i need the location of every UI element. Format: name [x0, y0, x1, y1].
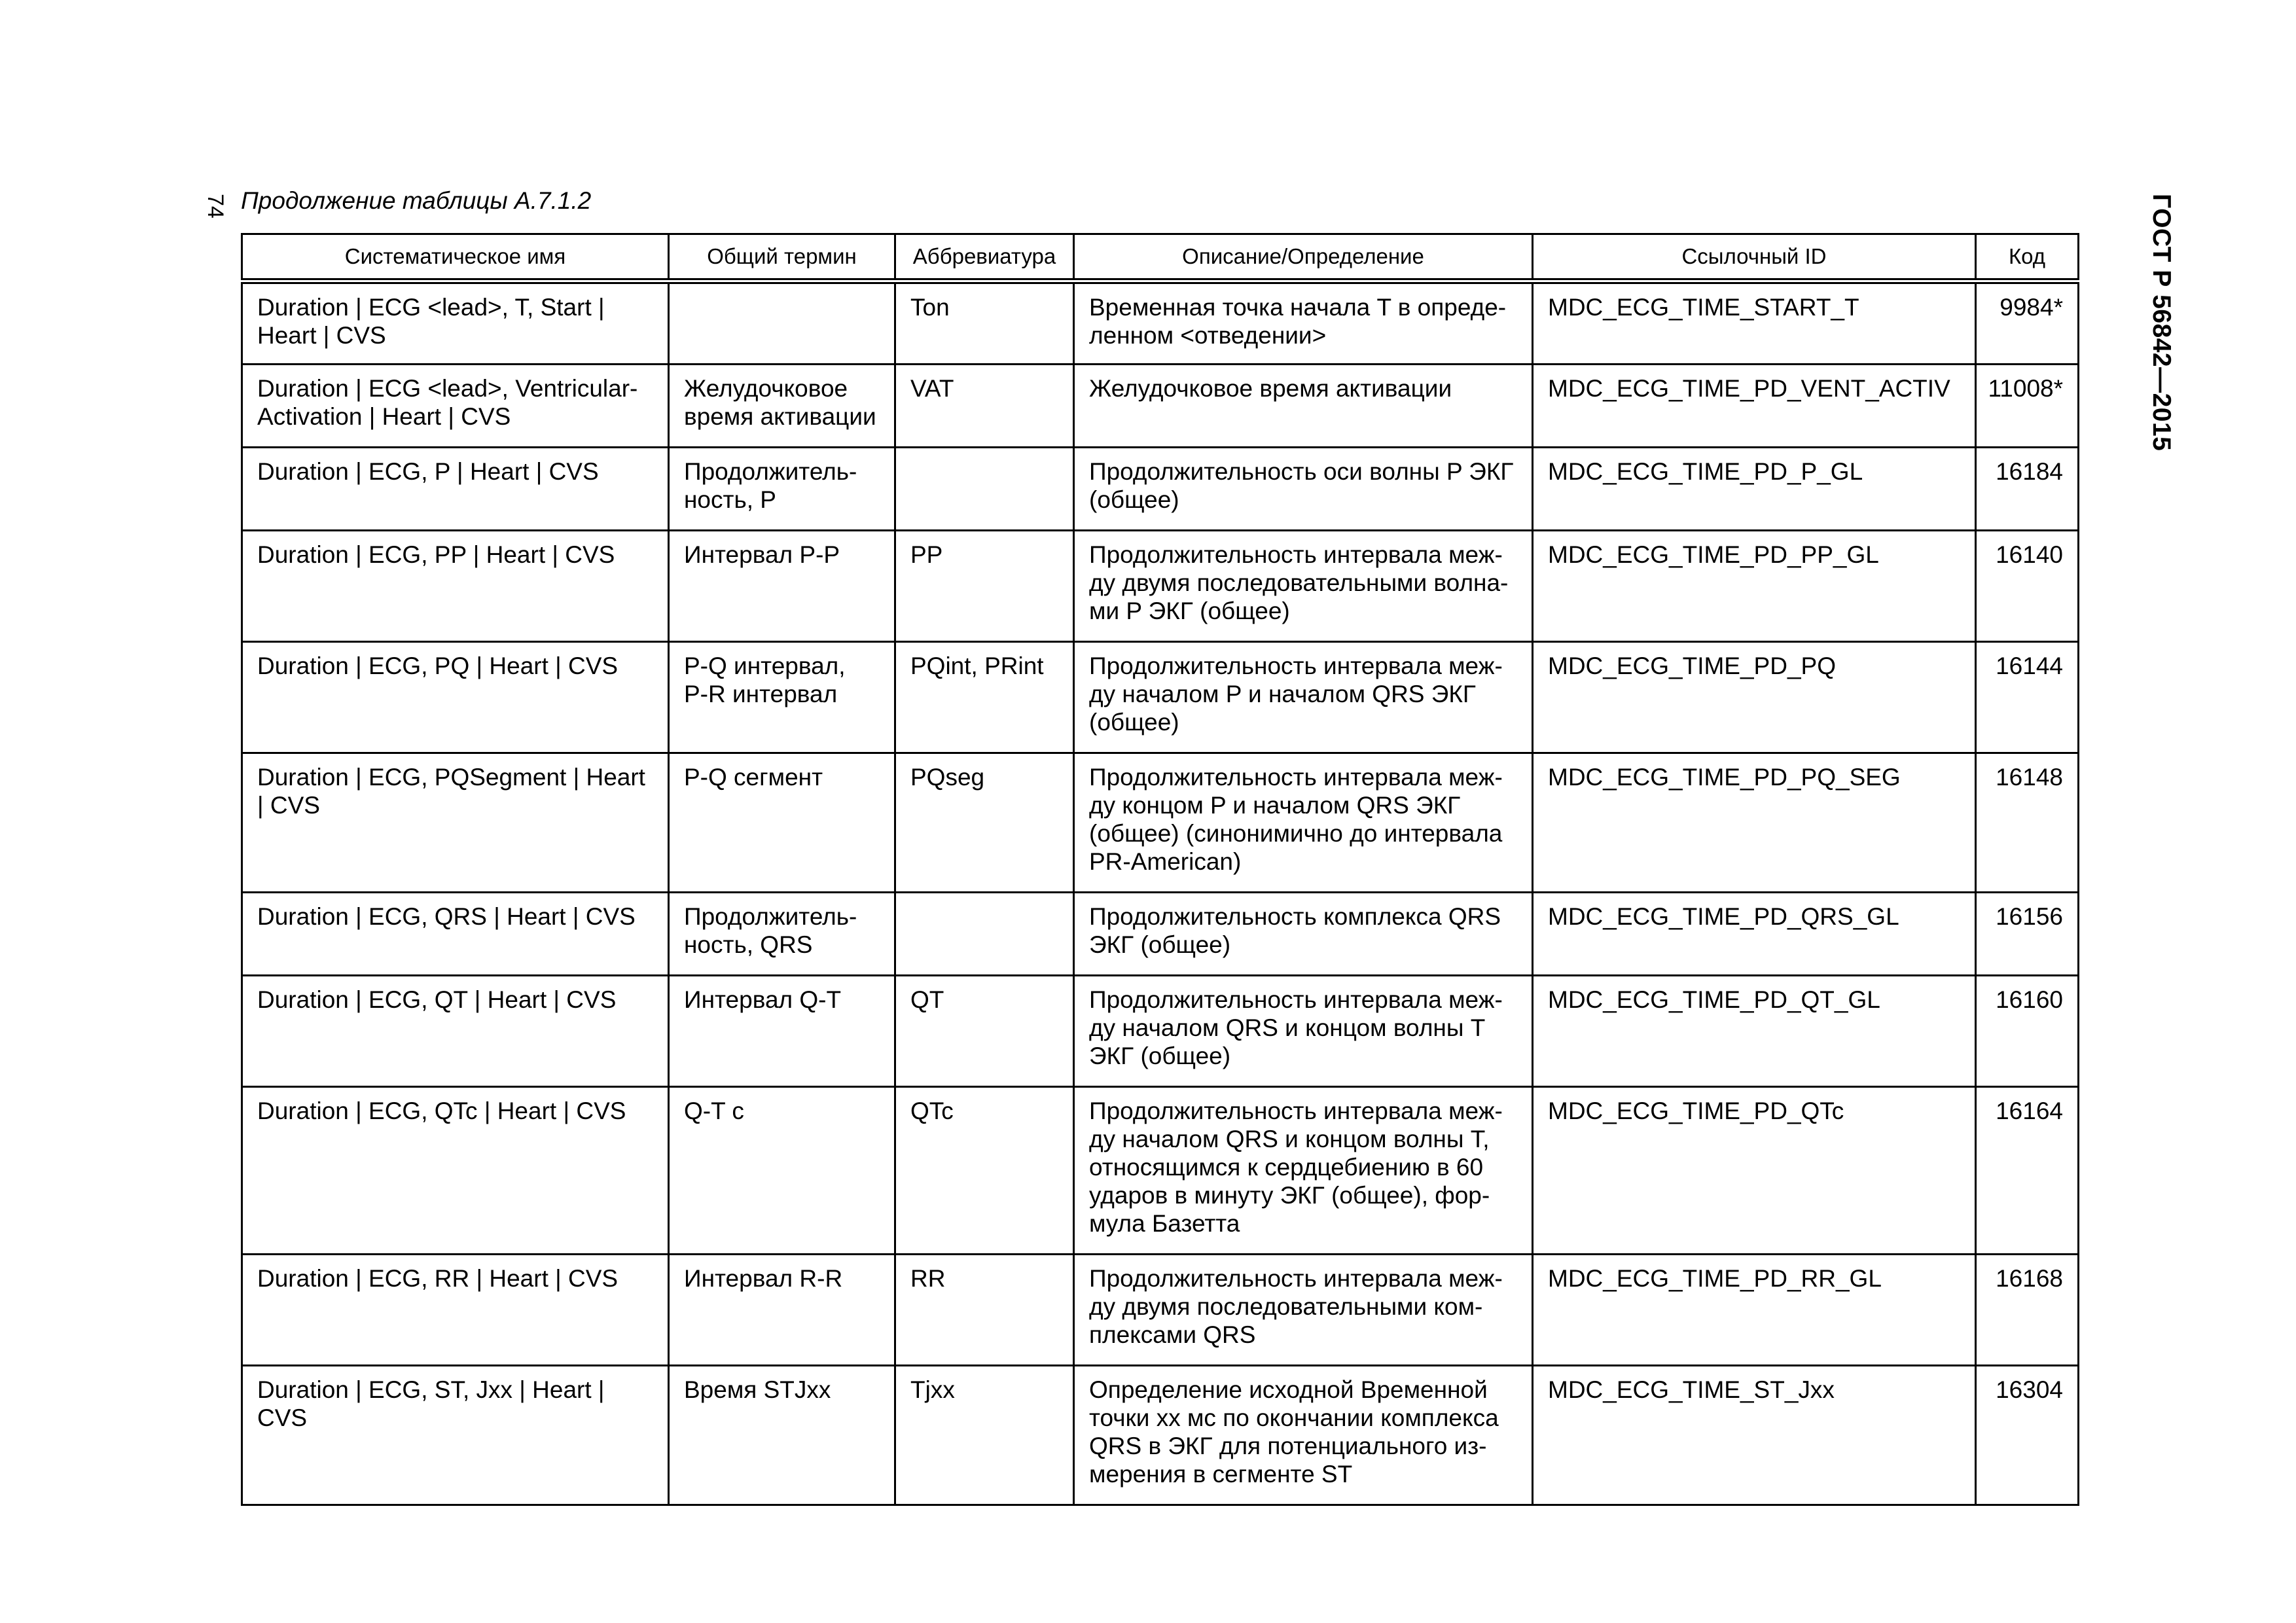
cell-description	[1074, 753, 1533, 893]
cell-systematic-name-line: Duration | ECG, ST, Jxx | Heart |	[257, 1376, 605, 1403]
cell-code: 16144	[1976, 642, 2079, 753]
cell-description-line: Временная точка начала T в опреде-	[1089, 294, 1507, 321]
cell-reference-id: MDC_ECG_TIME_PD_QT_GL	[1533, 976, 1976, 1087]
cell-systematic-name-line: Heart | CVS	[257, 322, 386, 349]
cell-common-term	[669, 531, 895, 642]
cell-description-line: ду началом P и началом QRS ЭКГ	[1089, 681, 1476, 707]
cell-abbreviation: RR	[895, 1255, 1074, 1366]
cell-code: 16148	[1976, 753, 2079, 893]
cell-code: 16168	[1976, 1255, 2079, 1366]
table-caption: Продолжение таблицы А.7.1.2	[241, 187, 592, 214]
cell-abbreviation: VAT	[895, 365, 1074, 448]
page-number: 74	[203, 194, 228, 219]
cell-common-term-line: Интервал P-P	[684, 541, 840, 568]
cell-abbreviation: QT	[895, 976, 1074, 1087]
header-description: Описание/Определение	[1074, 234, 1533, 281]
cell-common-term-line: P-Q сегмент	[684, 764, 823, 791]
cell-common-term	[669, 1255, 895, 1366]
table-row	[242, 1087, 2079, 1255]
cell-common-term	[669, 976, 895, 1087]
cell-systematic-name-line: Duration | ECG, QRS | Heart | CVS	[257, 903, 636, 930]
cell-description	[1074, 976, 1533, 1087]
cell-systematic-name	[242, 1087, 669, 1255]
cell-systematic-name	[242, 753, 669, 893]
cell-reference-id: MDC_ECG_TIME_PD_PP_GL	[1533, 531, 1976, 642]
cell-common-term-line: Продолжитель-	[684, 903, 857, 930]
cell-description	[1074, 531, 1533, 642]
cell-common-term-line: Продолжитель-	[684, 458, 857, 485]
header-code: Код	[1976, 234, 2079, 281]
cell-systematic-name-line: Duration | ECG, P | Heart | CVS	[257, 458, 599, 485]
cell-common-term	[669, 1366, 895, 1505]
cell-description-line: ду концом P и началом QRS ЭКГ	[1089, 792, 1461, 819]
cell-description-line: ми P ЭКГ (общее)	[1089, 597, 1290, 624]
cell-systematic-name	[242, 365, 669, 448]
cell-common-term	[669, 1087, 895, 1255]
cell-description-line: ЭКГ (общее)	[1089, 931, 1231, 958]
cell-common-term-line: Желудочковое	[684, 375, 848, 402]
document-code: ГОСТ Р 56842—2015	[2147, 194, 2176, 452]
cell-description-line: ду началом QRS и концом волны T	[1089, 1014, 1486, 1041]
cell-code: 16304	[1976, 1366, 2079, 1505]
cell-systematic-name-line: Duration | ECG <lead>, Ventricular-	[257, 375, 638, 402]
cell-code: 16160	[1976, 976, 2079, 1087]
cell-systematic-name-line: Duration | ECG, PQSegment | Heart	[257, 764, 645, 791]
cell-description-line: Продолжительность интервала меж-	[1089, 1097, 1503, 1124]
cell-abbreviation: PQseg	[895, 753, 1074, 893]
cell-description-line: Продолжительность интервала меж-	[1089, 986, 1503, 1013]
cell-description-line: PR-American)	[1089, 848, 1242, 875]
cell-systematic-name	[242, 642, 669, 753]
cell-description-line: QRS в ЭКГ для потенциального из-	[1089, 1433, 1487, 1459]
cell-description-line: ударов в минуту ЭКГ (общее), фор-	[1089, 1182, 1490, 1209]
cell-common-term-line: ность, QRS	[684, 931, 813, 958]
header-reference-id: Ссылочный ID	[1533, 234, 1976, 281]
cell-abbreviation: QTc	[895, 1087, 1074, 1255]
cell-common-term-line: Интервал R-R	[684, 1265, 843, 1292]
cell-systematic-name-line: Duration | ECG, PQ | Heart | CVS	[257, 652, 619, 679]
cell-description-line: Продолжительность интервала меж-	[1089, 541, 1503, 568]
cell-common-term-line: ность, P	[684, 486, 776, 513]
cell-reference-id: MDC_ECG_TIME_PD_RR_GL	[1533, 1255, 1976, 1366]
cell-systematic-name-line: Duration | ECG, QT | Heart | CVS	[257, 986, 617, 1013]
cell-abbreviation: PQint, PRint	[895, 642, 1074, 753]
cell-systematic-name-line: Duration | ECG, PP | Heart | CVS	[257, 541, 615, 568]
table-row	[242, 281, 2079, 365]
cell-description-line: ду двумя последовательными ком-	[1089, 1293, 1483, 1320]
cell-systematic-name-line: Duration | ECG, RR | Heart | CVS	[257, 1265, 619, 1292]
cell-description-line: Продолжительность интервала меж-	[1089, 764, 1503, 791]
cell-description	[1074, 893, 1533, 976]
cell-description-line: мула Базетта	[1089, 1210, 1240, 1237]
table-row	[242, 642, 2079, 753]
cell-description-line: Желудочковое время активации	[1089, 375, 1452, 402]
cell-description-line: ЭКГ (общее)	[1089, 1043, 1231, 1069]
cell-reference-id: MDC_ECG_TIME_PD_QTc	[1533, 1087, 1976, 1255]
header-systematic-name: Систематическое имя	[242, 234, 669, 281]
cell-description-line: ленном <отведении>	[1089, 322, 1327, 349]
cell-description-line: мерения в сегменте ST	[1089, 1461, 1353, 1488]
cell-description-line: Продолжительность интервала меж-	[1089, 1265, 1503, 1292]
cell-description	[1074, 1255, 1533, 1366]
cell-code: 11008*	[1976, 365, 2079, 448]
cell-description	[1074, 642, 1533, 753]
cell-systematic-name-line: CVS	[257, 1404, 308, 1431]
table-row	[242, 753, 2079, 893]
table-row	[242, 448, 2079, 531]
header-common-term: Общий термин	[669, 234, 895, 281]
cell-code: 16184	[1976, 448, 2079, 531]
cell-systematic-name	[242, 893, 669, 976]
cell-code: 9984*	[1976, 281, 2079, 365]
cell-systematic-name-line: | CVS	[257, 792, 320, 819]
cell-reference-id: MDC_ECG_TIME_PD_PQ	[1533, 642, 1976, 753]
cell-common-term	[669, 893, 895, 976]
cell-description	[1074, 448, 1533, 531]
cell-common-term-line: время активации	[684, 403, 876, 430]
table-row	[242, 1255, 2079, 1366]
cell-reference-id: MDC_ECG_TIME_PD_PQ_SEG	[1533, 753, 1976, 893]
cell-common-term	[669, 642, 895, 753]
cell-common-term-line: Время STJxx	[684, 1376, 831, 1403]
cell-abbreviation: Ton	[895, 281, 1074, 365]
cell-reference-id: MDC_ECG_TIME_PD_VENT_ACTIV	[1533, 365, 1976, 448]
cell-systematic-name	[242, 1255, 669, 1366]
cell-systematic-name	[242, 1366, 669, 1505]
cell-abbreviation: Tjxx	[895, 1366, 1074, 1505]
cell-description-line: Продолжительность интервала меж-	[1089, 652, 1503, 679]
table-row	[242, 893, 2079, 976]
cell-description	[1074, 365, 1533, 448]
cell-reference-id: MDC_ECG_TIME_PD_QRS_GL	[1533, 893, 1976, 976]
cell-description-line: ду началом QRS и концом волны T,	[1089, 1126, 1490, 1152]
cell-abbreviation	[895, 448, 1074, 531]
cell-code: 16164	[1976, 1087, 2079, 1255]
table-row	[242, 976, 2079, 1087]
cell-description-line: ду двумя последовательными волна-	[1089, 569, 1509, 596]
cell-description-line: Определение исходной Временной	[1089, 1376, 1488, 1403]
cell-systematic-name	[242, 281, 669, 365]
cell-description-line: Продолжительность комплекса QRS	[1089, 903, 1501, 930]
cell-reference-id: MDC_ECG_TIME_PD_P_GL	[1533, 448, 1976, 531]
cell-common-term	[669, 753, 895, 893]
cell-description	[1074, 281, 1533, 365]
cell-description-line: относящимся к сердцебиению в 60	[1089, 1154, 1484, 1181]
cell-systematic-name-line: Duration | ECG <lead>, T, Start |	[257, 294, 605, 321]
cell-code: 16140	[1976, 531, 2079, 642]
table-row	[242, 1366, 2079, 1505]
cell-description-line: плексами QRS	[1089, 1321, 1256, 1348]
cell-common-term-line: Q-T c	[684, 1097, 744, 1124]
table-header-row	[242, 234, 2079, 281]
cell-common-term-line: P-Q интервал,	[684, 652, 846, 679]
data-table	[241, 233, 2079, 1506]
table-row	[242, 365, 2079, 448]
header-abbreviation: Аббревиатура	[895, 234, 1074, 281]
cell-abbreviation: PP	[895, 531, 1074, 642]
cell-code: 16156	[1976, 893, 2079, 976]
cell-common-term	[669, 448, 895, 531]
cell-systematic-name-line: Duration | ECG, QTc | Heart | CVS	[257, 1097, 626, 1124]
cell-systematic-name-line: Activation | Heart | CVS	[257, 403, 511, 430]
cell-abbreviation	[895, 893, 1074, 976]
cell-description-line: (общее)	[1089, 709, 1179, 736]
cell-systematic-name	[242, 531, 669, 642]
cell-description-line: (общее)	[1089, 486, 1179, 513]
cell-description	[1074, 1366, 1533, 1505]
cell-reference-id: MDC_ECG_TIME_START_T	[1533, 281, 1976, 365]
cell-description	[1074, 1087, 1533, 1255]
cell-common-term-line: P-R интервал	[684, 681, 838, 707]
cell-common-term	[669, 281, 895, 365]
cell-systematic-name	[242, 448, 669, 531]
cell-systematic-name	[242, 976, 669, 1087]
cell-reference-id: MDC_ECG_TIME_ST_Jxx	[1533, 1366, 1976, 1505]
table-row	[242, 531, 2079, 642]
cell-description-line: точки xx мс по окончании комплекса	[1089, 1404, 1499, 1431]
cell-description-line: (общее) (синонимично до интервала	[1089, 820, 1503, 847]
cell-description-line: Продолжительность оси волны P ЭКГ	[1089, 458, 1514, 485]
cell-common-term	[669, 365, 895, 448]
cell-common-term-line: Интервал Q-T	[684, 986, 842, 1013]
table-body	[242, 281, 2079, 1505]
